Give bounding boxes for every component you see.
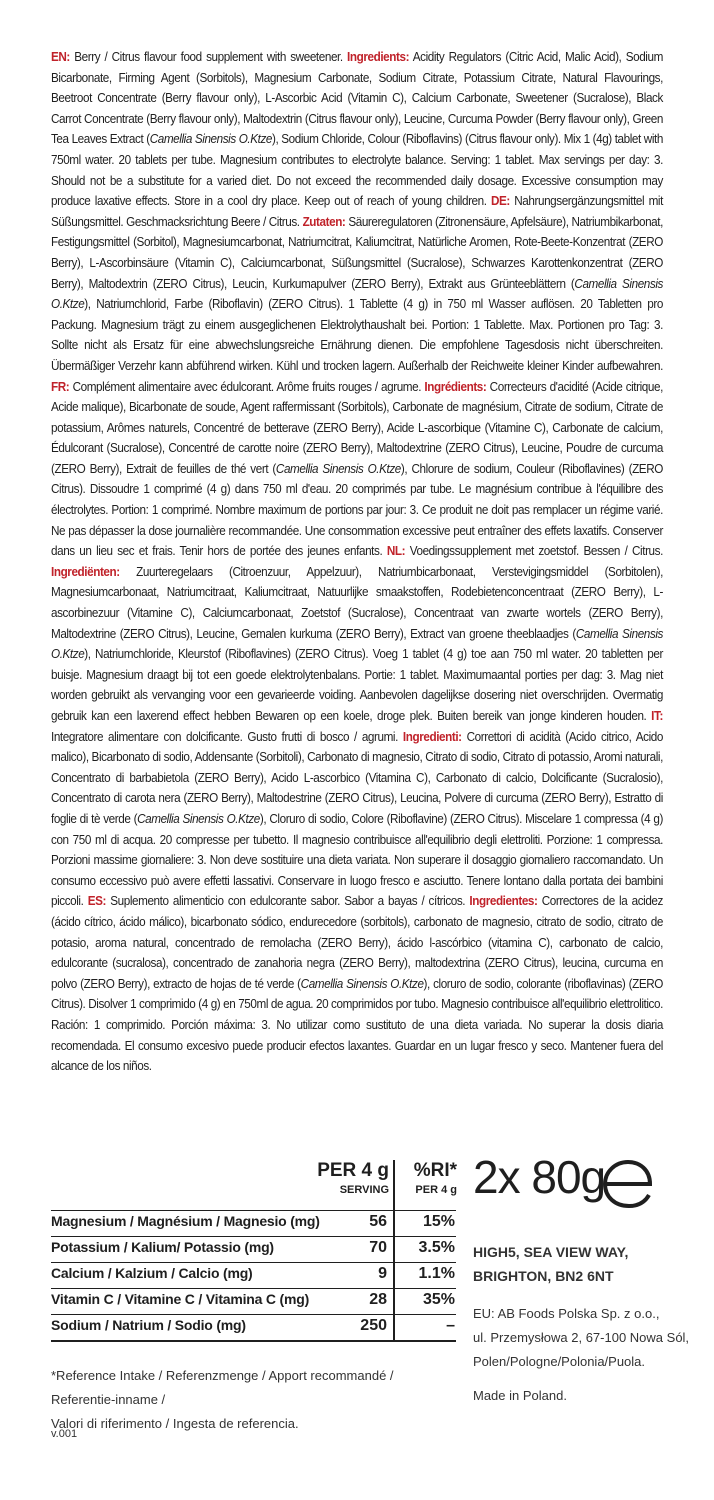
en-ingredients-label: Ingredients: [347,50,410,64]
nl-intro: Voedingssupplement met zoetstof. Bessen / Citrus. [405,544,663,559]
nutrition-row-vitamin-c [51,1288,456,1314]
en-text2: ), Sodium Chloride, Colour (Riboflavins) (Citrus flavour only). Mix 1 (4g) tablet with 750ml water. 20 tablets per tube. Magnesium contributes to electrolyte balance. Serving: 1 tablet. Max servings per day: 3. Should not be a substitute for a varied diet. Do not exceed the recommended daily dosage. Excessive consumption may produce laxative effects. Store in a cool dry place. Keep out of reach of young children. [51,132,663,209]
version-label: v.001 [51,1428,78,1440]
column-divider [393,1160,395,1210]
per-serving-title: PER 4 g [317,1160,389,1181]
eu-line-1: EU: AB Foods Polska Sp. z o.o., [473,1306,660,1321]
column-divider [393,1237,395,1262]
column-divider [393,1315,395,1340]
eu-line-3: Polen/Pologne/Polonia/Puola. [473,1354,646,1369]
es-latin: Camellia Sinensis O.Ktze [300,976,424,991]
en-text1: Acidity Regulators (Citric Acid, Malic Acid), Sodium Bicarbonate, Firming Agent (Sorbitols), Magnesium Carbonate, Sodium Citrate, Potassium Citrate, Natural Flavourings, Beetroot Concentrate (Berry flavour only), L-Ascorbic Acid (Vitamin C), Calcium Carbonate, Sweetener (Sucralose), Black Carrot Concentrate (Berry flavour only), Maltodextrin (Citrus flavour only), Leucine, Curcuma Powder (Berry flavour only), Green Tea Leaves Extract ( [51,50,663,147]
manufacturer-address [473,1240,628,1288]
column-divider [393,1211,395,1236]
lang-label-de: DE: [490,194,510,209]
it-text1: Correttori di acidità (Acido citrico, Acido malico), Bicarbonato di sodio, Addensante (Sorbitoli), Carbonato di magnesio, Citrato di sodio, Citrato di potassio, Aromi naturali, Concentrato di barbabietola (ZERO Berry), Acido L-ascorbico (Vitamina C), Carbonato di calcio, Dolcificante (Sucralosio), Concentrato di carota nera (ZERO Berry), Maltodestrine (ZERO Citrus), Leucina, Polvere di curcuma (ZERO Berry), Estratto di foglie di tè verde ( [51,729,663,826]
ingredients-text-block [51,47,663,1077]
nutrient-name: Magnesium / Magnésium / Magnesio (mg) [51,1213,320,1229]
es-ingredients-label: Ingredientes: [469,894,538,909]
nl-latin: Camellia Sinensis O.Ktze [51,626,663,662]
nutrient-ri: 15% [422,1213,455,1230]
nutrition-row-sodium [51,1314,456,1340]
column-divider [393,1263,395,1288]
nutrient-value: 56 [369,1213,387,1230]
fr-intro: Complément alimentaire avec édulcorant. Arôme fruits rouges / agrume. [69,379,425,394]
nutrition-table [51,1160,456,1342]
nutrient-name: Sodium / Natrium / Sodio (mg) [51,1317,246,1333]
lang-label-en: EN: [51,50,70,64]
nutrient-value: 250 [360,1317,387,1334]
footnote-line-2: Valori di riferimento / Ingesta de referencia. [51,1416,299,1431]
net-quantity: 2x 80g [473,1151,606,1203]
nutrient-name: Potassium / Kalium/ Potassio (mg) [51,1239,274,1255]
de-text2: ), Natriumchlorid, Farbe (Riboflavin) (ZERO Citrus). 1 Tablette (4 g) in 750 ml Wasser auflösen. 20 Tabletten pro Packung. Magnesium trägt zu einem ausgeglichenen Elektrolythaushalt bei. Portion: 1 Tablette. Max. Portionen pro Tag: 3. Sollte nicht als Ersatz für eine abwechslungsreiche Ernährung dienen. Die empfohlene Tagesdosis nicht überschreiten. Übermäßiger Verzehr kann abführend wirken. Kühl und trocken lagern. Außerhalb der Reichweite kleiner Kinder aufbewahren. [51,297,663,373]
table-bottom-rule [51,1340,456,1342]
nutrient-ri: 1.1% [418,1265,455,1282]
nutrition-row-potassium [51,1236,456,1262]
it-intro: Integratore alimentare con dolcificante. Gusto frutti di bosco / agrumi. [51,729,403,744]
nutrient-ri: 3.5% [418,1239,455,1256]
nutrient-value: 9 [378,1265,387,1282]
nutrition-row-calcium [51,1262,456,1288]
it-ingredients-label: Ingredienti: [402,729,462,744]
per-serving-subtitle: SERVING [339,1184,389,1196]
de-ingredients-label: Zutaten: [302,214,346,229]
reference-intake-footnote [51,1364,451,1436]
nutrient-ri: 35% [422,1291,455,1308]
address-line-2: BRIGHTON, BN2 6NT [473,1268,614,1284]
eu-line-2: ul. Przemysłowa 2, 67-100 Nowa Sól, [473,1330,690,1345]
fr-latin: Camellia Sinensis O.Ktze [275,461,401,476]
it-latin: Camellia Sinensis O.Ktze [137,811,260,826]
column-divider [393,1289,395,1314]
address-line-1: HIGH5, SEA VIEW WAY, [473,1244,629,1260]
en-latin: Camellia Sinensis O.Ktze [149,132,273,147]
nl-ingredients-label: Ingrediënten: [51,564,120,579]
lang-label-it: IT: [651,709,663,723]
fr-text1: Correcteurs d'acidité (Acide citrique, Acide malique), Bicarbonate de soude, Agent raffermissant (Sorbitols), Carbonate de magnésium, Citrate de sodium, Citrate de potassium, Arômes naturels, Concentré de betterave (ZERO Berry), Acide L-ascorbique (Vitamine C), Carbonate de calcium, Édulcorant (Sucralose), Concentré de carotte noire (ZERO Berry), Maltodextrine (ZERO Citrus), Leucine, Poudre de curcuma (ZERO Berry), Extrait de feuilles de thé vert ( [51,379,663,476]
es-intro: Suplemento alimenticio con edulcorante sabor. Sabor a bayas / cítricos. [106,894,470,909]
es-text2: ), cloruro de sodio, colorante (riboflavinas) (ZERO Citrus). Disolver 1 comprimido (4 g) en 750ml de agua. 20 comprimidos por tubo. Magnesio contribuisce all'equilibrio elettrolitico. Ración: 1 comprimido. Porción máxima: 3. No utilizar como sustituto de una dieta variada. No superar la dosis diaria recomendada. El consumo excesivo puede producir efectos laxantes. Guardar en un lugar fresco y seco. Mantener fuera del alcance de los niños. [51,976,663,1074]
nutrition-header [51,1160,456,1210]
lang-label-es: ES: [87,894,107,909]
lang-label-fr: FR: [51,379,70,394]
nutrient-ri: – [446,1317,455,1334]
nutrient-name: Vitamin C / Vitamine C / Vitamina C (mg) [51,1291,310,1307]
footnote-line-1: *Reference Intake / Referenzmenge / Apport recommandé / Referentie-inname / [51,1368,394,1407]
nl-text2: ), Natriumchloride, Kleurstof (Riboflavines) (ZERO Citrus). Voeg 1 tablet (4 g) toe aan 750 ml water. 20 tabletten per buisje. Magnesium draagt bij tot een goede elektrolytenbalans. Portie: 1 tablet. Maximumaantal porties per dag: 3. Mag niet worden gebruikt als vervanging voor een gevarieerde voiding. Aanbevolen dagelijkse dosering niet overschrijden. Overmatig gebruik kan een laxerend effect hebben Bewaren op een koele, droge plek. Buiten bereik van jonge kinderen houden. [51,647,663,723]
ri-title: %RI* [413,1160,457,1181]
eu-importer-address [473,1302,689,1374]
de-text1: Säureregulatoren (Zitronensäure, Apfelsäure), Natriumbikarbonat, Festigungsmittel (Sorbitol), Magnesiumcarbonat, Natriumcitrat, Kaliumcitrat, Natürliche Aromen, Rote-Beete-Konzentrat (ZERO Berry), L-Ascorbinsäure (Vitamin C), Calciumcarbonat, Süßungsmittel (Sucralose), Schwarzes Karottenkonzentrat (ZERO Berry), Maltodextrin (ZERO Citrus), Leucin, Kurkumapulver (ZERO Berry), Extrakt aus Grünteeblättern ( [51,214,663,291]
nutrient-name: Calcium / Kalzium / Calcio (mg) [51,1265,253,1281]
de-intro: Nahrungsergänzungsmittel mit Süßungsmittel. Geschmacksrichtung Beere / Citrus. [51,194,663,229]
en-intro: Berry / Citrus flavour food supplement with sweetener. [69,50,348,64]
fr-ingredients-label: Ingrédients: [424,379,487,394]
de-latin: Camellia Sinensis O.Ktze [51,276,663,312]
nutrition-row-magnesium [51,1210,456,1236]
lang-label-nl: NL: [386,544,406,559]
it-text2: ), Cloruro di sodio, Colore (Riboflavine) (ZERO Citrus). Miscelare 1 compressa (4 g) con 750 ml di acqua. 20 compresse per tubetto. Il magnesio contribuisce all'equilibrio degli elettroliti. Porzione: 1 compressa. Porzioni massime giornaliere: 3. Non deve sostituire una dieta variata. Non superare il dosaggio giornaliero raccomandato. Un consumo eccessivo può avere effetti lassativi. Conservare in luogo fresco e asciutto. Tenere lontano dalla portata dei bambini piccoli. [51,811,663,909]
nutrient-value: 70 [369,1239,387,1256]
nutrient-value: 28 [369,1291,387,1308]
estimated-sign-icon [600,1158,656,1210]
fr-text2: ), Chlorure de sodium, Couleur (Riboflavines) (ZERO Citrus). Dissoudre 1 comprimé (4 g) dans 750 ml d'eau. 20 comprimés par tube. Le magnésium contribue à l'équilibre des électrolytes. Portion: 1 comprimé. Nombre maximum de portions par jour: 3. Ce produit ne doit pas remplacer un régime varié. Ne pas dépasser la dose journalière recommandée. Une consommation excessive peut entraîner des effets laxatifs. Conserver dans un lieu sec et frais. Tenir hors de portée des jeunes enfants. [51,461,663,559]
ri-subtitle: PER 4 g [415,1184,457,1196]
made-in-label: Made in Poland. [473,1388,567,1403]
nl-text1: Zuurteregelaars (Citroenzuur, Appelzuur), Natriumbicarbonaat, Verstevigingsmiddel (Sorbitolen), Magnesiumcarbonaat, Natriumcitraat, Kaliumcitraat, Natuurlijke smaakstoffen, Rodebietenconcentraat (ZERO Berry), L-ascorbinezuur (Vitamine C), Calciumcarbonaat, Zoetstof (Sucralose), Concentraat van zwarte wortels (ZERO Berry), Maltodextrine (ZERO Citrus), Leucine, Gemalen kurkuma (ZERO Berry), Extract van groene theeblaadjes ( [51,564,663,641]
es-text1: Correctores de la acidez (ácido cítrico, ácido málico), bicarbonato sódico, endurecedore (sorbitols), carbonato de magnesio, citrato de sodio, citrato de potasio, aroma natural, concentrado de remolacha (ZERO Berry), ácido l-ascórbico (vitamina C), carbonato de calcio, edulcorante (sucralosa), concentrado de zanahoria negra (ZERO Berry), maltodextrina (ZERO Citrus), leucina, curcuma en polvo (ZERO Berry), extracto de hojas de té verde ( [51,894,663,991]
